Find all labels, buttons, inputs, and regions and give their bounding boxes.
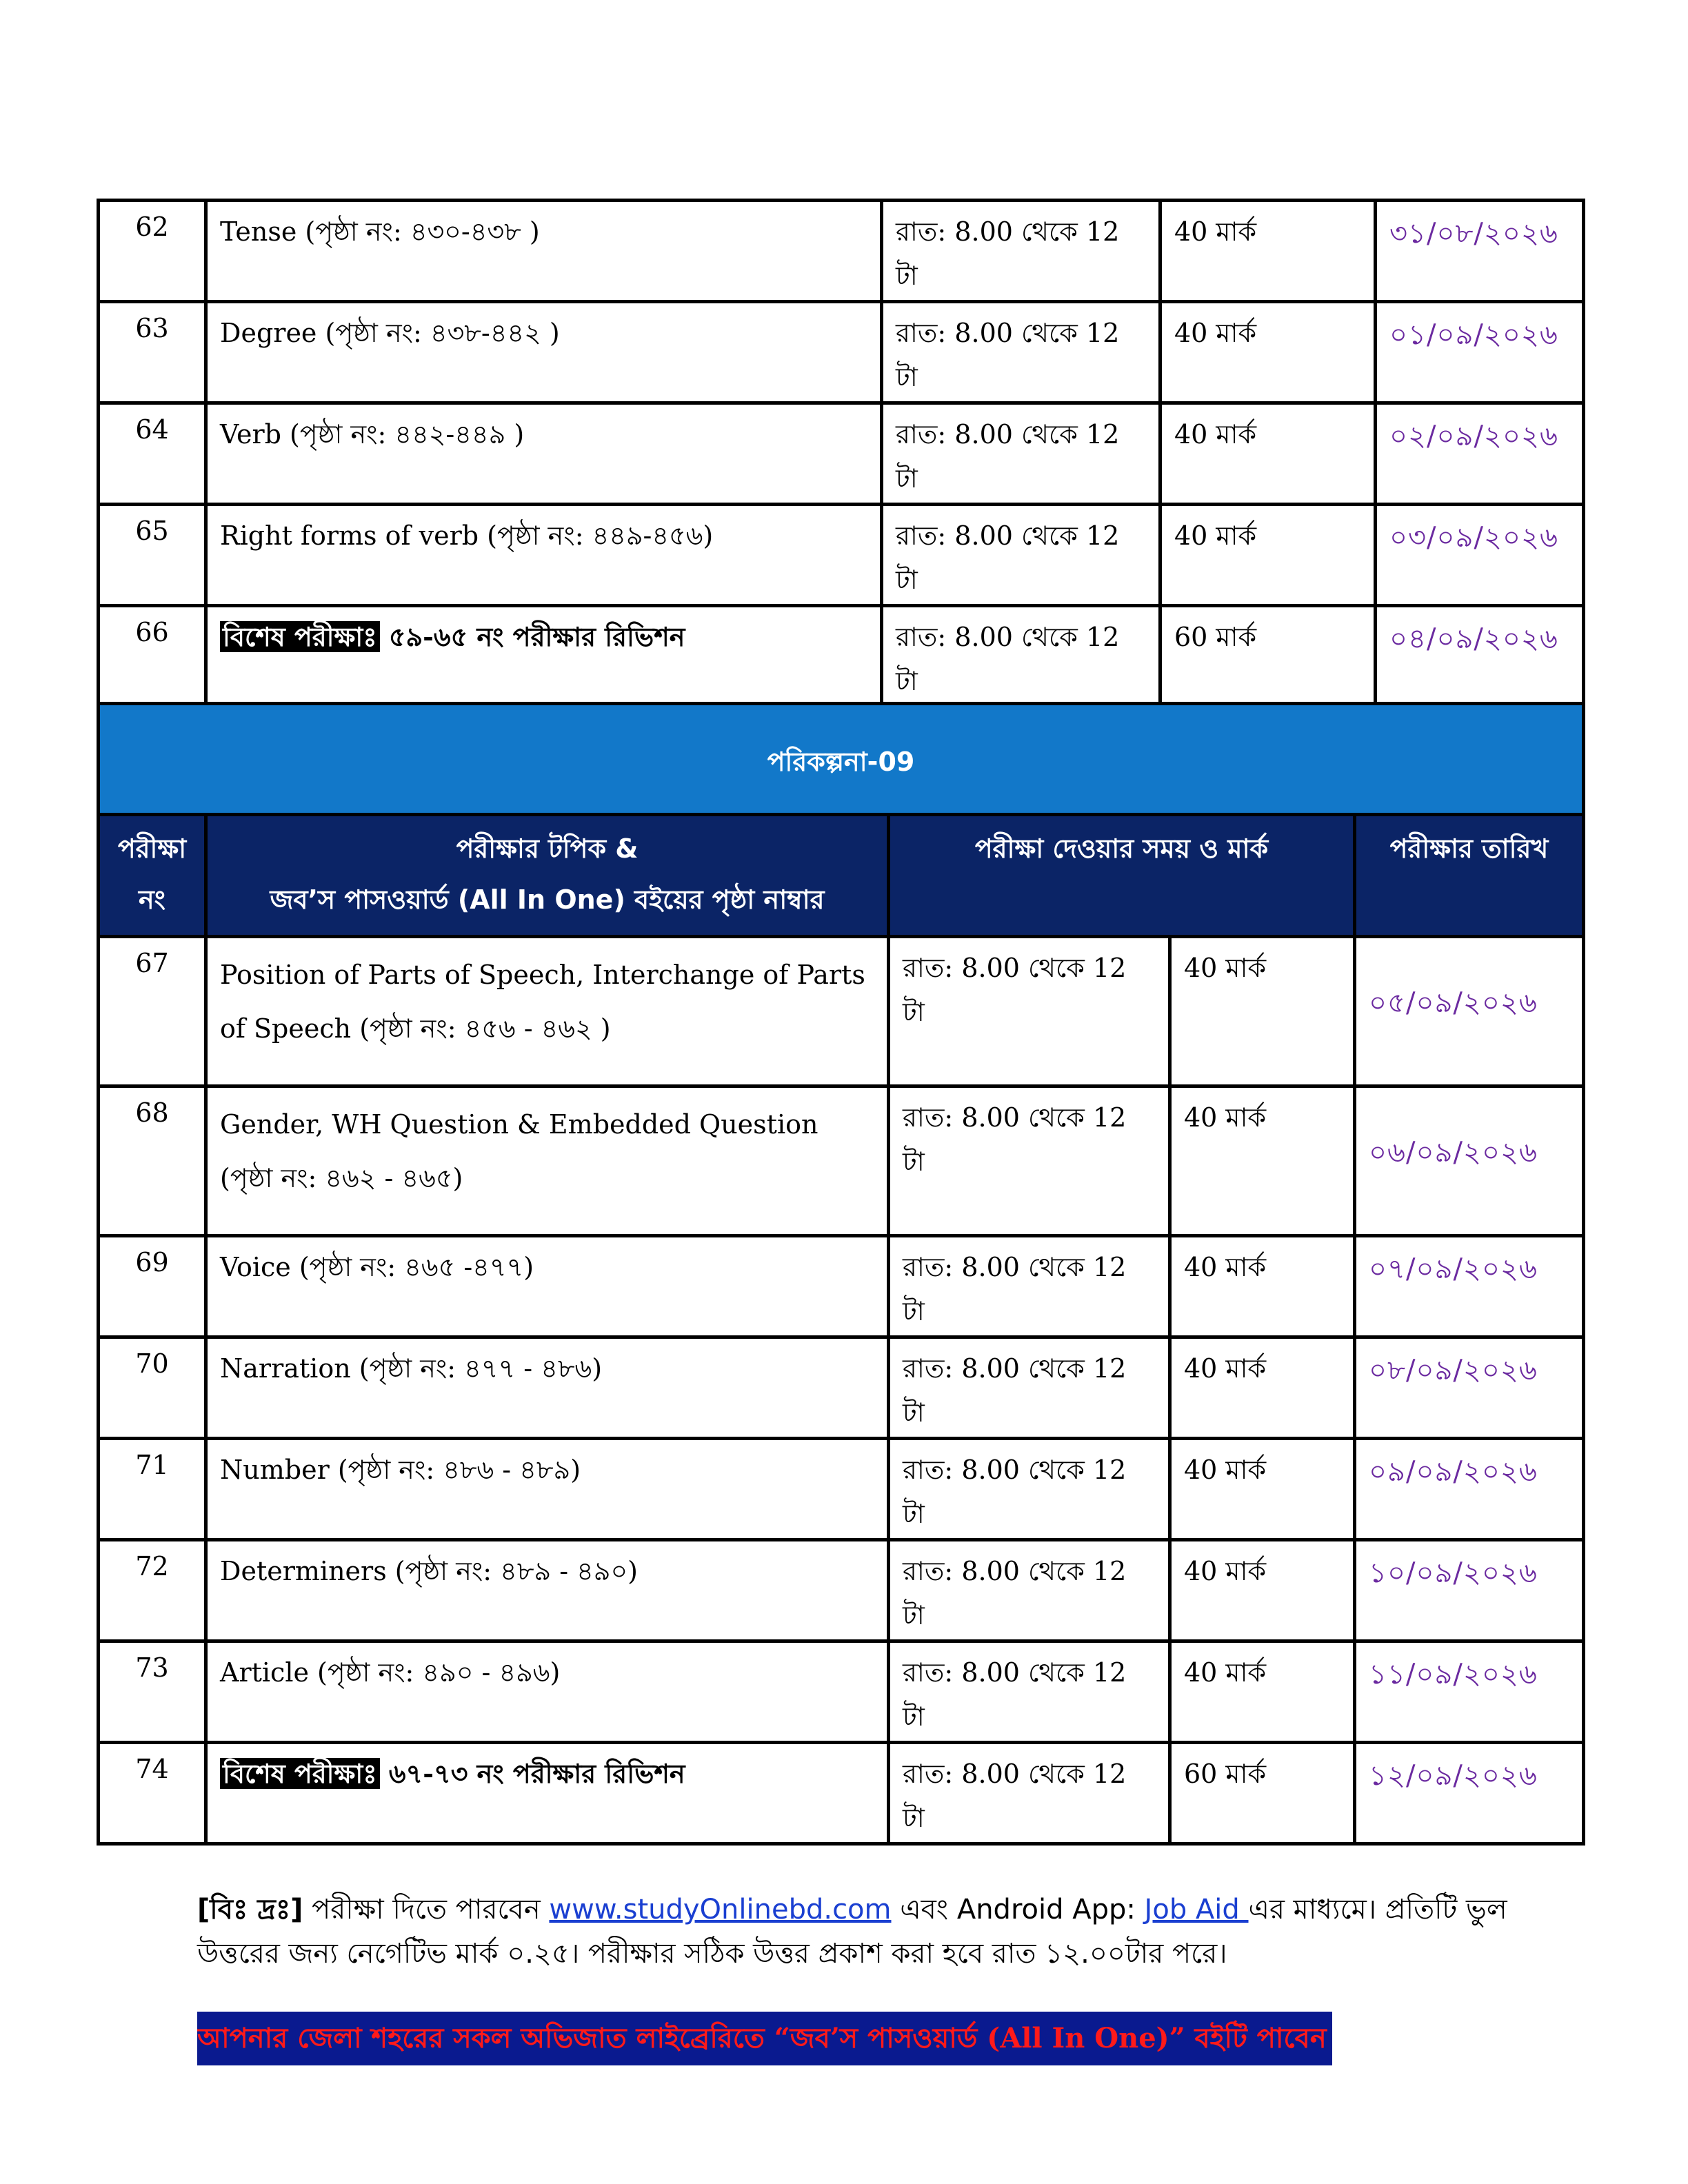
exam-date: ০৭/০৯/২০২৬ [1355,1236,1584,1337]
exam-number: 66 [99,606,206,707]
header-exam-number [99,815,206,937]
app-link[interactable]: Job Aid [1144,1894,1249,1925]
exam-topic: Voice (পৃষ্ঠা নং: ৪৬৫ -৪৭৭) [206,1236,889,1337]
exam-number: 74 [99,1743,206,1844]
exam-topic: Tense (পৃষ্ঠা নং: ৪৩০-৪৩৮ ) [206,201,882,302]
exam-topic: Gender, WH Question & Embedded Question (পৃষ্ঠা নং: ৪৬২ - ৪৬৫) [206,1086,889,1236]
exam-time: রাত: 8.00 থেকে 12 টা [889,1540,1170,1641]
exam-time: রাত: 8.00 থেকে 12 টা [889,1086,1170,1236]
exam-marks: 40 মার্ক [1170,1641,1355,1743]
special-exam-text: ৬৭-৭৩ নং পরীক্ষার রিভিশন [379,1758,685,1789]
exam-time: রাত: 8.00 থেকে 12 টা [889,1641,1170,1743]
exam-number: 73 [99,1641,206,1743]
exam-topic: Degree (পৃষ্ঠা নং: ৪৩৮-৪৪২ ) [206,302,882,403]
table-row [99,1641,1584,1743]
exam-time: রাত: 8.00 থেকে 12 টা [889,1439,1170,1540]
exam-date: ০৫/০৯/২০২৬ [1355,937,1584,1086]
exam-time: রাত: 8.00 থেকে 12 টা [889,1743,1170,1844]
special-exam-tag: বিশেষ পরীক্ষাঃ [220,1758,380,1789]
exam-time: রাত: 8.00 থেকে 12 টা [882,403,1160,505]
notes-text: এবং Android App: [891,1894,1145,1925]
exam-marks: 40 মার্ক [1170,937,1355,1086]
exam-marks: 40 মার্ক [1160,505,1376,606]
header-time-marks: পরীক্ষা দেওয়ার সময় ও মার্ক [889,815,1355,937]
exam-time: রাত: 8.00 থেকে 12 টা [889,937,1170,1086]
exam-time: রাত: 8.00 থেকে 12 টা [882,201,1160,302]
plan-09-table [97,702,1585,1846]
exam-topic: Number (পৃষ্ঠা নং: ৪৮৬ - ৪৮৯) [206,1439,889,1540]
exam-number: 62 [99,201,206,302]
header-num-line1: পরীক্ষা [117,833,187,864]
notes-text: এর মাধ্যমে। প্রতিটি ভুল উত্তরের জন্য নেগেটিভ মার্ক ০.২৫। পরীক্ষার সঠিক উত্তর প্রকাশ করা হবে রাত ১২.০০টার পরে। [197,1894,1507,1970]
special-exam-text: ৫৯-৬৫ নং পরীক্ষার রিভিশন [379,621,685,652]
exam-marks: 60 মার্ক [1170,1743,1355,1844]
exam-date: ০৬/০৯/২০২৬ [1355,1086,1584,1236]
table-row [99,505,1584,606]
exam-number: 70 [99,1337,206,1439]
exam-marks: 40 মার্ক [1160,201,1376,302]
table-header-row [99,815,1584,937]
exam-number: 63 [99,302,206,403]
notes-prefix: [বিঃ দ্রঃ] [197,1894,303,1925]
exam-number: 64 [99,403,206,505]
exam-topic [206,1743,889,1844]
exam-marks: 40 মার্ক [1160,302,1376,403]
exam-topic: Right forms of verb (পৃষ্ঠা নং: ৪৪৯-৪৫৬) [206,505,882,606]
special-exam-row [99,1743,1584,1844]
exam-marks: 40 মার্ক [1170,1337,1355,1439]
header-num-line2: নং [138,884,166,915]
exam-time: রাত: 8.00 থেকে 12 টা [882,302,1160,403]
exam-number: 65 [99,505,206,606]
exam-topic: Verb (পৃষ্ঠা নং: ৪৪২-৪৪৯ ) [206,403,882,505]
website-link[interactable]: www.studyOnlinebd.com [549,1894,892,1925]
header-topic-line1: পরীক্ষার টপিক & [456,833,639,864]
schedule-table-continued [97,199,1585,709]
exam-marks: 40 মার্ক [1170,1540,1355,1641]
exam-time: রাত: 8.00 থেকে 12 টা [889,1337,1170,1439]
exam-date: ০৯/০৯/২০২৬ [1355,1439,1584,1540]
header-topic [206,815,889,937]
exam-topic: Position of Parts of Speech, Interchange of Parts of Speech (পৃষ্ঠা নং: ৪৫৬ - ৪৬২ ) [206,937,889,1086]
exam-marks: 40 মার্ক [1170,1439,1355,1540]
exam-marks: 60 মার্ক [1160,606,1376,707]
exam-number: 68 [99,1086,206,1236]
exam-time: রাত: 8.00 থেকে 12 টা [889,1236,1170,1337]
notes-text: পরীক্ষা দিতে পারবেন [303,1894,550,1925]
exam-number: 69 [99,1236,206,1337]
exam-number: 67 [99,937,206,1086]
header-date: পরীক্ষার তারিখ [1355,815,1584,937]
exam-topic: Determiners (পৃষ্ঠা নং: ৪৮৯ - ৪৯০) [206,1540,889,1641]
table-row [99,302,1584,403]
table-row [99,937,1584,1086]
exam-date: ১২/০৯/২০২৬ [1355,1743,1584,1844]
notes-paragraph [197,1888,1507,1976]
table-row [99,1086,1584,1236]
exam-topic: Article (পৃষ্ঠা নং: ৪৯০ - ৪৯৬) [206,1641,889,1743]
exam-date: ১১/০৯/২০২৬ [1355,1641,1584,1743]
plan-title: পরিকল্পনা-09 [99,704,1584,815]
promo-banner: আপনার জেলা শহরের সকল অভিজাত লাইব্রেরিতে “জব’স পাসওয়ার্ড (All In One)” বইটি পাবেন [197,2012,1332,2065]
exam-marks: 40 মার্ক [1160,403,1376,505]
table-row [99,403,1584,505]
exam-date: ০৩/০৯/২০২৬ [1376,505,1584,606]
table-row [99,1439,1584,1540]
special-exam-row [99,606,1584,707]
exam-date: ১০/০৯/২০২৬ [1355,1540,1584,1641]
exam-topic [206,606,882,707]
exam-marks: 40 মার্ক [1170,1236,1355,1337]
exam-date: ৩১/০৮/২০২৬ [1376,201,1584,302]
table-row [99,201,1584,302]
exam-time: রাত: 8.00 থেকে 12 টা [882,505,1160,606]
exam-date: ০৮/০৯/২০২৬ [1355,1337,1584,1439]
exam-topic: Narration (পৃষ্ঠা নং: ৪৭৭ - ৪৮৬) [206,1337,889,1439]
exam-date: ০২/০৯/২০২৬ [1376,403,1584,505]
exam-number: 71 [99,1439,206,1540]
exam-date: ০১/০৯/২০২৬ [1376,302,1584,403]
table-row [99,1337,1584,1439]
table-row [99,1540,1584,1641]
exam-time: রাত: 8.00 থেকে 12 টা [882,606,1160,707]
exam-marks: 40 মার্ক [1170,1086,1355,1236]
header-topic-line2: জব’স পাসওয়ার্ড (All In One) বইয়ের পৃষ্ঠা নাম্বার [270,884,825,915]
exam-number: 72 [99,1540,206,1641]
table-row [99,1236,1584,1337]
exam-date: ০৪/০৯/২০২৬ [1376,606,1584,707]
special-exam-tag: বিশেষ পরীক্ষাঃ [220,621,380,652]
